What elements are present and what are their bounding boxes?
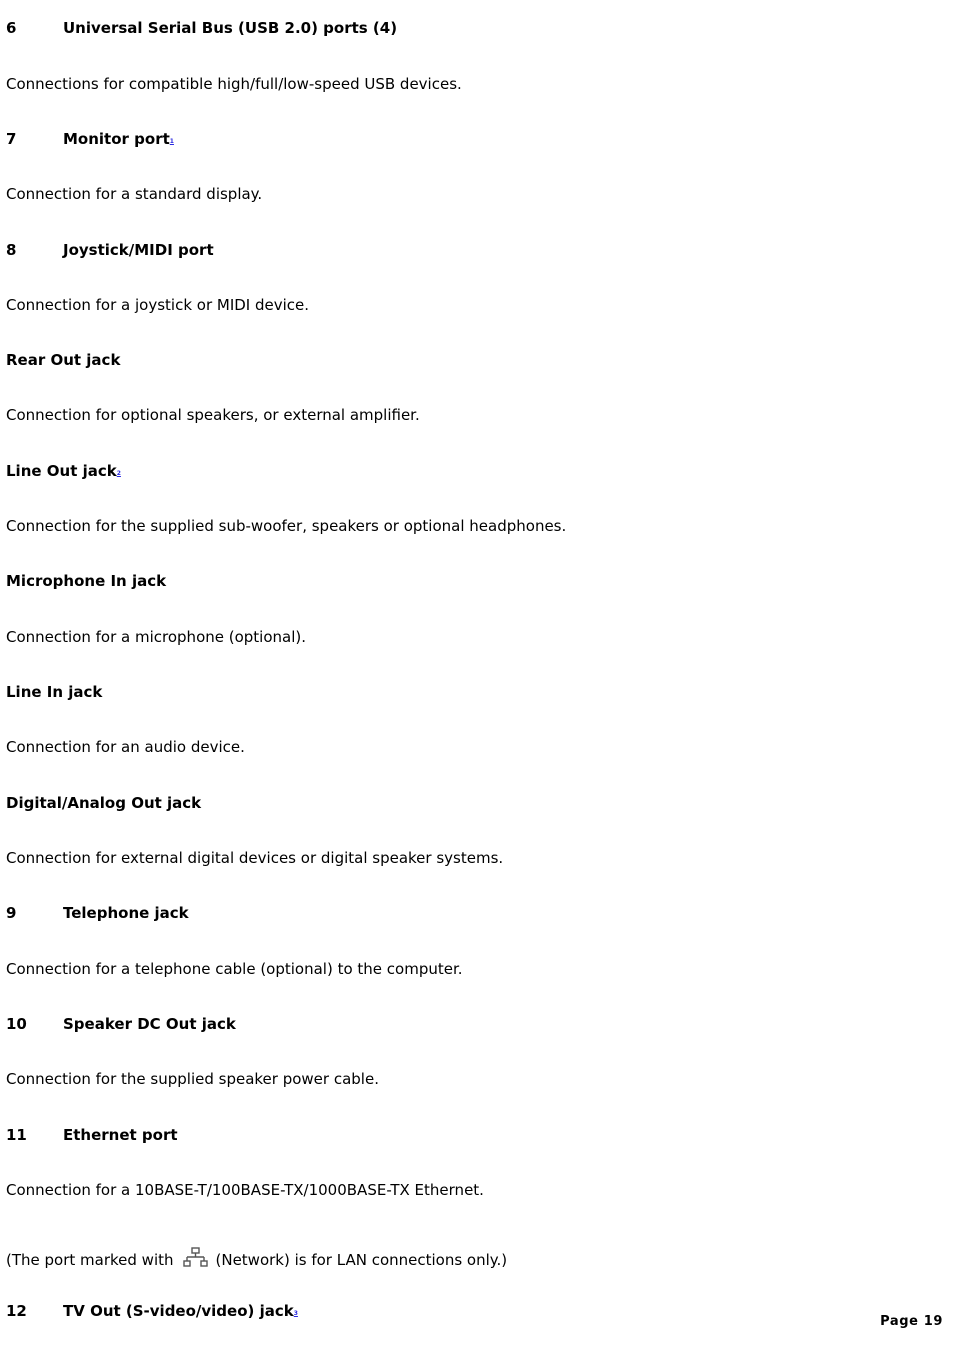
rear-out-heading: Rear Out jack [6,351,121,369]
line-in-heading: Line In jack [6,683,103,701]
line-in-description: Connection for an audio device. [6,738,245,756]
footnote-link-2[interactable]: 2 [116,470,121,477]
line-out-description: Connection for the supplied sub-woofer, speakers or optional headphones. [6,517,567,535]
telephone-heading [6,904,189,922]
monitor-heading [6,130,174,151]
item-number: 9 [6,904,17,922]
digital-out-description: Connection for external digital devices or digital speaker systems. [6,849,504,867]
item-number: 8 [6,241,17,259]
speaker-dc-heading [6,1015,236,1033]
item-title: Line Out jack [6,462,117,480]
mic-in-description: Connection for a microphone (optional). [6,628,307,646]
item-title: Universal Serial Bus (USB 2.0) ports (4) [63,19,398,37]
item-number: 6 [6,19,17,37]
usb-description: Connections for compatible high/full/low-speed USB devices. [6,75,462,93]
footnote-link-3[interactable]: 3 [293,1310,298,1317]
speaker-dc-description: Connection for the supplied speaker power cable. [6,1070,379,1088]
note-text-after: (Network) is for LAN connections only.) [215,1251,508,1269]
rear-out-description: Connection for optional speakers, or external amplifier. [6,406,420,424]
item-title: Telephone jack [63,904,189,922]
monitor-description: Connection for a standard display. [6,185,263,203]
item-title: Ethernet port [63,1126,178,1144]
item-number: 11 [6,1126,27,1144]
item-title: Monitor port [63,130,170,148]
mic-in-heading: Microphone In jack [6,572,167,590]
usb-heading [6,19,397,37]
tv-out-heading [6,1302,298,1323]
item-title: TV Out (S-video/video) jack [63,1302,294,1320]
joystick-description: Connection for a joystick or MIDI device. [6,296,310,314]
item-number: 12 [6,1302,27,1320]
joystick-heading [6,241,214,259]
item-title: Speaker DC Out jack [63,1015,236,1033]
ethernet-description: Connection for a 10BASE-T/100BASE-TX/1000BASE-TX Ethernet. [6,1181,484,1199]
network-icon [182,1247,210,1271]
ethernet-heading [6,1126,178,1144]
note-text-before: (The port marked with [6,1251,174,1269]
footnote-link-1[interactable]: 1 [169,138,174,145]
page-number: Page 19 [880,1314,943,1329]
item-number: 10 [6,1015,27,1033]
ethernet-note [6,1247,507,1271]
item-number: 7 [6,130,17,148]
line-out-heading [6,462,121,483]
telephone-description: Connection for a telephone cable (optional) to the computer. [6,960,463,978]
digital-out-heading: Digital/Analog Out jack [6,794,202,812]
item-title: Joystick/MIDI port [63,241,214,259]
